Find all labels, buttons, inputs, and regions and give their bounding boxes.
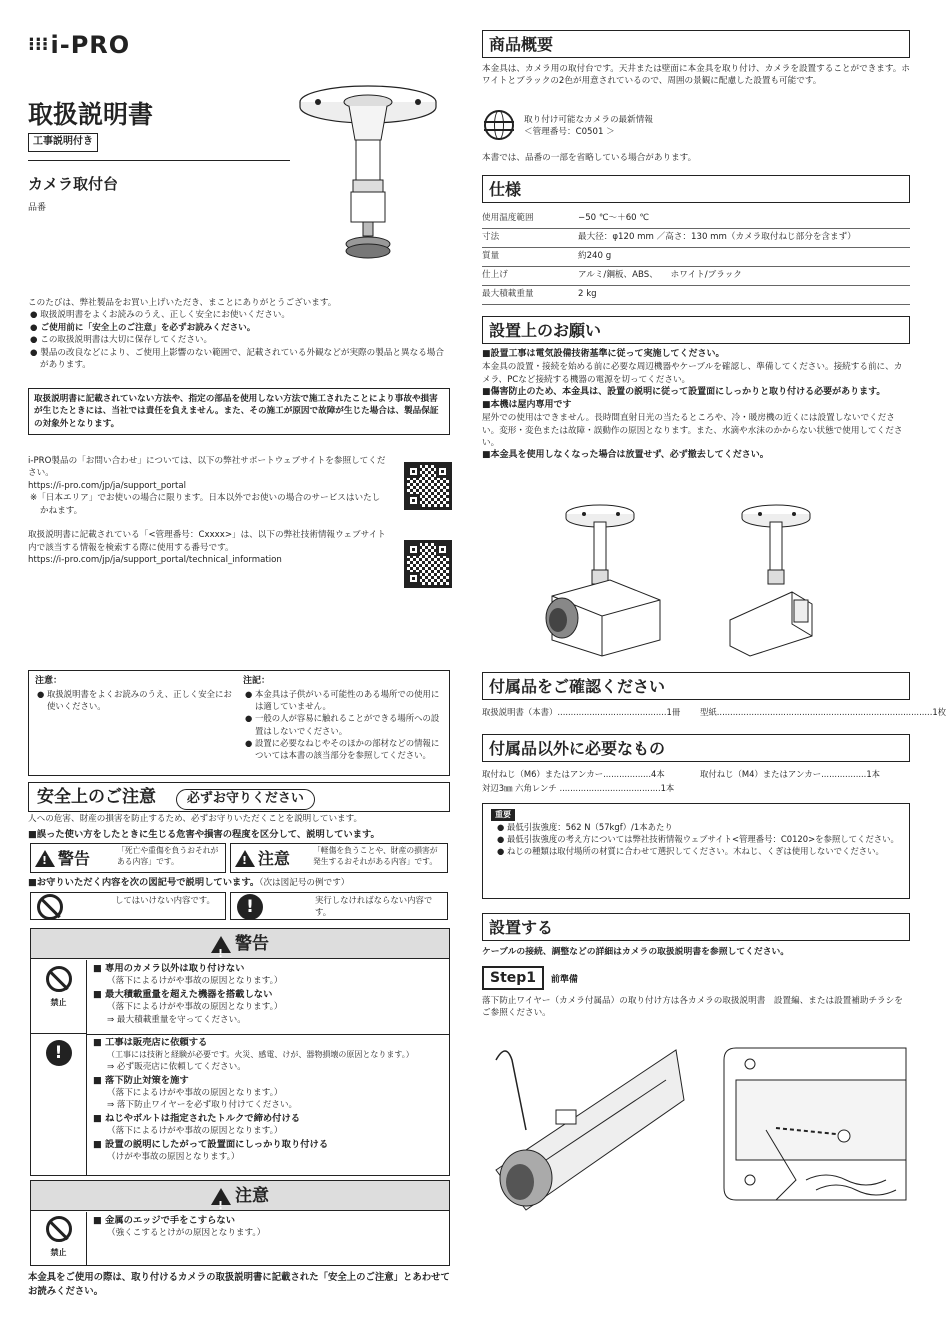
mount-illustration	[283, 80, 453, 275]
prohibit-icon	[46, 966, 72, 992]
spec-row: 質量 約240 g	[482, 247, 910, 266]
section-overview: 商品概要	[482, 30, 910, 58]
qr-code-support[interactable]	[404, 462, 452, 510]
document-title: 取扱説明書	[28, 100, 154, 129]
safety-h2: ■お守りいただく内容を次の図記号で説明しています。（次は図記号の例です）	[28, 877, 350, 888]
overview-info-line1: 取り付け可能なカメラの最新情報	[524, 115, 653, 125]
needed-item: 取付ねじ（M4）またはアンカー.................1本	[700, 769, 881, 779]
support-note: ※「日本エリア」でお使いの場合に限ります。日本以外でお使いの場合のサービスはいたしかねます。	[30, 493, 381, 516]
caution-label: 注意	[257, 849, 290, 868]
install-req-p3: 屋外での使用はできません。長時間直射日光の当たるところや、冷・暖房機の近くには設置しないでください。変形・変色または故障・誤動作の原因となります。また、水滴や水沫のかからない状態で使用してください。	[482, 413, 903, 448]
safety-h1: ■誤った使い方をしたときに生じる危害や損害の程度を区分して、説明しています。	[28, 829, 380, 840]
warning-label: 警告	[57, 849, 90, 868]
warning-item: ■ 設置の説明にしたがって設置面にしっかり取り付ける	[93, 1138, 329, 1150]
safety-heading	[28, 782, 450, 812]
step1-label: 前準備	[550, 975, 578, 985]
juyo-item: ● ねじの種類は取付場所の材質に合わせて選択してください。木ねじ、くぎは使用しないでください。	[497, 845, 884, 856]
warning-sub: ⇒ 最大積載重量を守ってください。	[107, 1014, 246, 1025]
section-needed: 付属品以外に必要なもの	[482, 734, 910, 762]
warning-sub: （落下によるけがや事故の原因となります。）	[107, 976, 283, 987]
warning-sub: ⇒ 必ず販売店に依頼してください。	[107, 1062, 246, 1073]
intro-bullet: ● この取扱説明書は大切に保存してください。	[30, 335, 213, 346]
section-accessories: 付属品をご確認ください	[482, 672, 910, 700]
warning-block	[30, 928, 450, 1176]
needed-item: 対辺3㎜ 六角レンチ ......................................1本	[482, 783, 675, 793]
warning-triangle-icon	[35, 850, 55, 867]
camera-box-illustration-1	[540, 500, 670, 660]
symbol-mandatory-text: 実行しなければならない内容です。	[315, 895, 433, 917]
juyo-badge: 重要	[491, 809, 515, 821]
overview-info-line2: ＜管理番号：C0501 ＞	[524, 127, 615, 138]
intro-bullet: ● ご使用前に「安全上のご注意」を必ずお読みください。	[30, 322, 256, 333]
disclaimer-box: 取扱説明書に記載されていない方法や、指定の部品を使用しない方法で施工されたことにより事故や損害が生じたときには、当社では責任を負えません。また、その施工が原因で故障が生じた場合は、製品保証の対象外となります。	[28, 388, 450, 435]
caution-level-box	[230, 843, 448, 873]
warning-sub: （落下によるけがや事故の原因となります。）	[107, 1087, 283, 1098]
spec-row: 使用温度範囲 −50 ℃～＋60 ℃	[482, 209, 910, 228]
caution-icon-cell	[31, 1212, 87, 1265]
spec-row: 最大積載重量 2 kg	[482, 285, 910, 304]
warning-g1-icon-cell	[31, 960, 87, 1034]
accessory-item: 型紙.................................................................................1枚	[700, 707, 946, 717]
safety-lead: 人への危害、財産の損害を防止するため、必ずお守りいただくことを説明しています。	[28, 814, 363, 824]
warning-g2-icon-cell	[31, 1034, 87, 1175]
install-req-h2: ■傷害防止のため、本金具は、設置の説明に従って設置面にしっかりと取り付ける必要があります。	[482, 386, 886, 397]
caution-item: ■ 金属のエッジで手をこすらない	[93, 1215, 235, 1226]
install-req-h3: ■本機は屋内専用です	[482, 400, 572, 410]
caution-list	[93, 1214, 445, 1240]
install-req-h1: ■設置工事は電気設備技術基準に従って実施してください。	[482, 349, 725, 359]
camera-wire-illustration	[486, 1040, 686, 1210]
warning-item: ■ 専用のカメラ以外は取り付けない	[93, 963, 245, 974]
tech-info-text: 取扱説明書に記載されている「<管理番号：Cxxxx>」は、以下の弊社技術情報ウェブサイト内で該当する情報を検索する際に使用する番号です。	[28, 530, 386, 553]
camera-rear-illustration	[716, 1040, 912, 1212]
section-install: 設置する	[482, 913, 910, 941]
intro-text	[28, 297, 448, 372]
juyo-item: ● 最低引抜強度：562 N（57kgf）/1本あたり	[497, 821, 673, 832]
caution-block	[30, 1180, 450, 1266]
mandatory-icon: !	[237, 894, 263, 920]
safety-badge: 必ずお守りください	[176, 789, 315, 810]
warning-level-box	[30, 843, 226, 873]
title-divider	[28, 160, 290, 161]
notes-box	[28, 670, 450, 776]
warning-band: !警告	[31, 929, 449, 959]
chuki-item: ● 設置に必要なねじやそのほかの部材などの情報については本書の該当部分を参照してください。	[245, 737, 440, 760]
warning-g2-list	[93, 1036, 447, 1164]
juyo-item: ● 最低引抜強度の考え方については弊社技術情報ウェブサイト<管理番号：C0120>を参照してください。	[497, 833, 899, 844]
intro-bullet: ● 取扱説明書をよくお読みのうえ、正しく安全にお使いください。	[30, 310, 290, 321]
warning-band-icon	[211, 936, 231, 953]
chui-text: ● 取扱説明書をよくお読みのうえ、正しく安全にお使いください。	[37, 689, 232, 712]
prohibit-icon	[46, 1216, 72, 1242]
warning-item: ■ 工事は販売店に依頼する	[93, 1037, 208, 1048]
kinshi-label: 禁止	[50, 998, 67, 1008]
section-install-req: 設置上のお願い	[482, 316, 910, 344]
symbol-prohibit-box	[30, 892, 226, 920]
spec-row: 仕上げ アルミ/鋼板、ABS、 ホワイト/ブラック	[482, 266, 910, 285]
accessory-item: 取扱説明書（本書）.........................................1冊	[482, 707, 681, 717]
footer-note: 本金具をご使用の際は、取り付けるカメラの取扱説明書に記載された「安全上のご注意」とあわせてお読みください。	[28, 1272, 450, 1297]
overview-note: 本書では、品番の一部を省略している場合があります。	[482, 153, 697, 163]
qr-code-technical[interactable]	[404, 540, 452, 588]
intro-bullet: ● 製品の改良などにより、ご使用上影響のない範囲で、記載されている外観などが実際の製品と異なる場合があります。	[30, 347, 444, 371]
symbol-mandatory-box	[230, 892, 448, 920]
intro-lead: このたびは、弊社製品をお買い上げいただき、まことにありがとうございます。	[28, 298, 337, 308]
step1-badge: Step1	[482, 966, 544, 990]
hinban-label: 品番	[28, 203, 47, 213]
prohibit-icon	[37, 894, 63, 920]
globe-icon	[484, 110, 514, 140]
kouji-badge: 工事説明付き	[28, 133, 98, 152]
warning-sub: ⇒ 落下防止ワイヤーを必ず取り付けてください。	[107, 1100, 298, 1111]
caution-band-icon	[211, 1188, 231, 1205]
warning-g1-list	[93, 962, 445, 1026]
product-name: カメラ取付台	[28, 175, 119, 193]
mandatory-icon: !	[46, 1040, 72, 1066]
section-spec: 仕様	[482, 175, 910, 203]
warning-divider	[87, 1034, 449, 1035]
install-req-h4: ■本金具を使用しなくなった場合は放置せず、必ず撤去してください。	[482, 450, 769, 461]
brand-logo: ⁝⁝⁝i-PRO	[28, 31, 131, 59]
caution-sub: （強くこするとけがの原因となります。）	[107, 1228, 266, 1239]
chuki-title: 注記：	[243, 676, 271, 686]
juyo-box	[482, 803, 910, 899]
caution-desc: 「軽傷を負うことや、財産の損害が発生するおそれがある内容」です。	[313, 846, 438, 866]
warning-item: ■ 最大積載重量を超えた機器を搭載しない	[93, 988, 273, 1000]
step1-header	[482, 966, 578, 990]
chuki-item: ● 本金具は子供がいる可能性のある場所での使用には適していません。	[245, 689, 440, 712]
warning-sub: （落下によるけがや事故の原因となります。）	[107, 1002, 283, 1013]
kinshi-label: 禁止	[50, 1248, 67, 1258]
support-text: i-PRO製品の「お問い合わせ」については、以下の弊社サポートウェブサイトを参照してください。	[28, 456, 386, 479]
caution-triangle-icon	[235, 850, 255, 867]
camera-box-illustration-2	[720, 500, 840, 660]
safety-title: 安全上のご注意	[37, 787, 156, 807]
warning-desc: 「死亡や重傷を負うおそれがある内容」です。	[117, 846, 219, 866]
overview-text: 本金具は、カメラ用の取付台です。天井または壁面に本金具を取り付け、カメラを設置することができます。ホワイトとブラックの2色が用意されているので、周囲の景観に配慮した設置も可能です。	[482, 64, 910, 87]
caution-band: !注意	[31, 1181, 449, 1211]
warning-item: ■ 落下防止対策を施す	[93, 1074, 189, 1086]
step1-text: 落下防止ワイヤー（カメラ付属品）の取り付け方は各カメラの取扱説明書 設置編、または設置補助チラシをご参照ください。	[482, 996, 903, 1019]
warning-sub: （工事には技術と経験が必要です。火災、感電、けが、器物損壊の原因となります。）	[107, 1050, 414, 1060]
warning-item: ■ ねじやボルトは指定されたトルクで締め付ける	[93, 1112, 301, 1124]
symbol-prohibit-text: してはいけない内容です。	[115, 895, 215, 905]
overview-info	[524, 114, 653, 139]
support-url[interactable]: https://i-pro.com/jp/ja/support_portal	[28, 480, 187, 491]
install-req-p1: 本金具の設置・接続を始める前に必要な周辺機器やケーブルを確認し、準備してください。接続する前に、カメラ、PCなど接続する機器の電源を切ってください。	[482, 362, 903, 385]
install-lead: ケーブルの接続、調整などの詳細はカメラの取扱説明書を参照してください。	[482, 947, 790, 957]
spec-table	[482, 209, 910, 305]
chui-title: 注意：	[35, 676, 63, 686]
tech-info-url[interactable]: https://i-pro.com/jp/ja/support_portal/technical_information	[28, 555, 282, 566]
chuki-item: ● 一般の人が容易に触れることができる場所への設置はしないでください。	[245, 713, 440, 736]
warning-sub: （けがや事故の原因となります。）	[107, 1152, 240, 1163]
support-block	[28, 455, 388, 567]
needed-item: 取付ねじ（M6）またはアンカー..................4本	[482, 769, 665, 779]
install-req-body	[482, 348, 910, 462]
spec-row: 寸法 最大径：φ120 mm ／高さ：130 mm（カメラ取付ねじ部分を含まず）	[482, 228, 910, 247]
warning-sub: （落下によるけがや事故の原因となります。）	[107, 1126, 283, 1137]
